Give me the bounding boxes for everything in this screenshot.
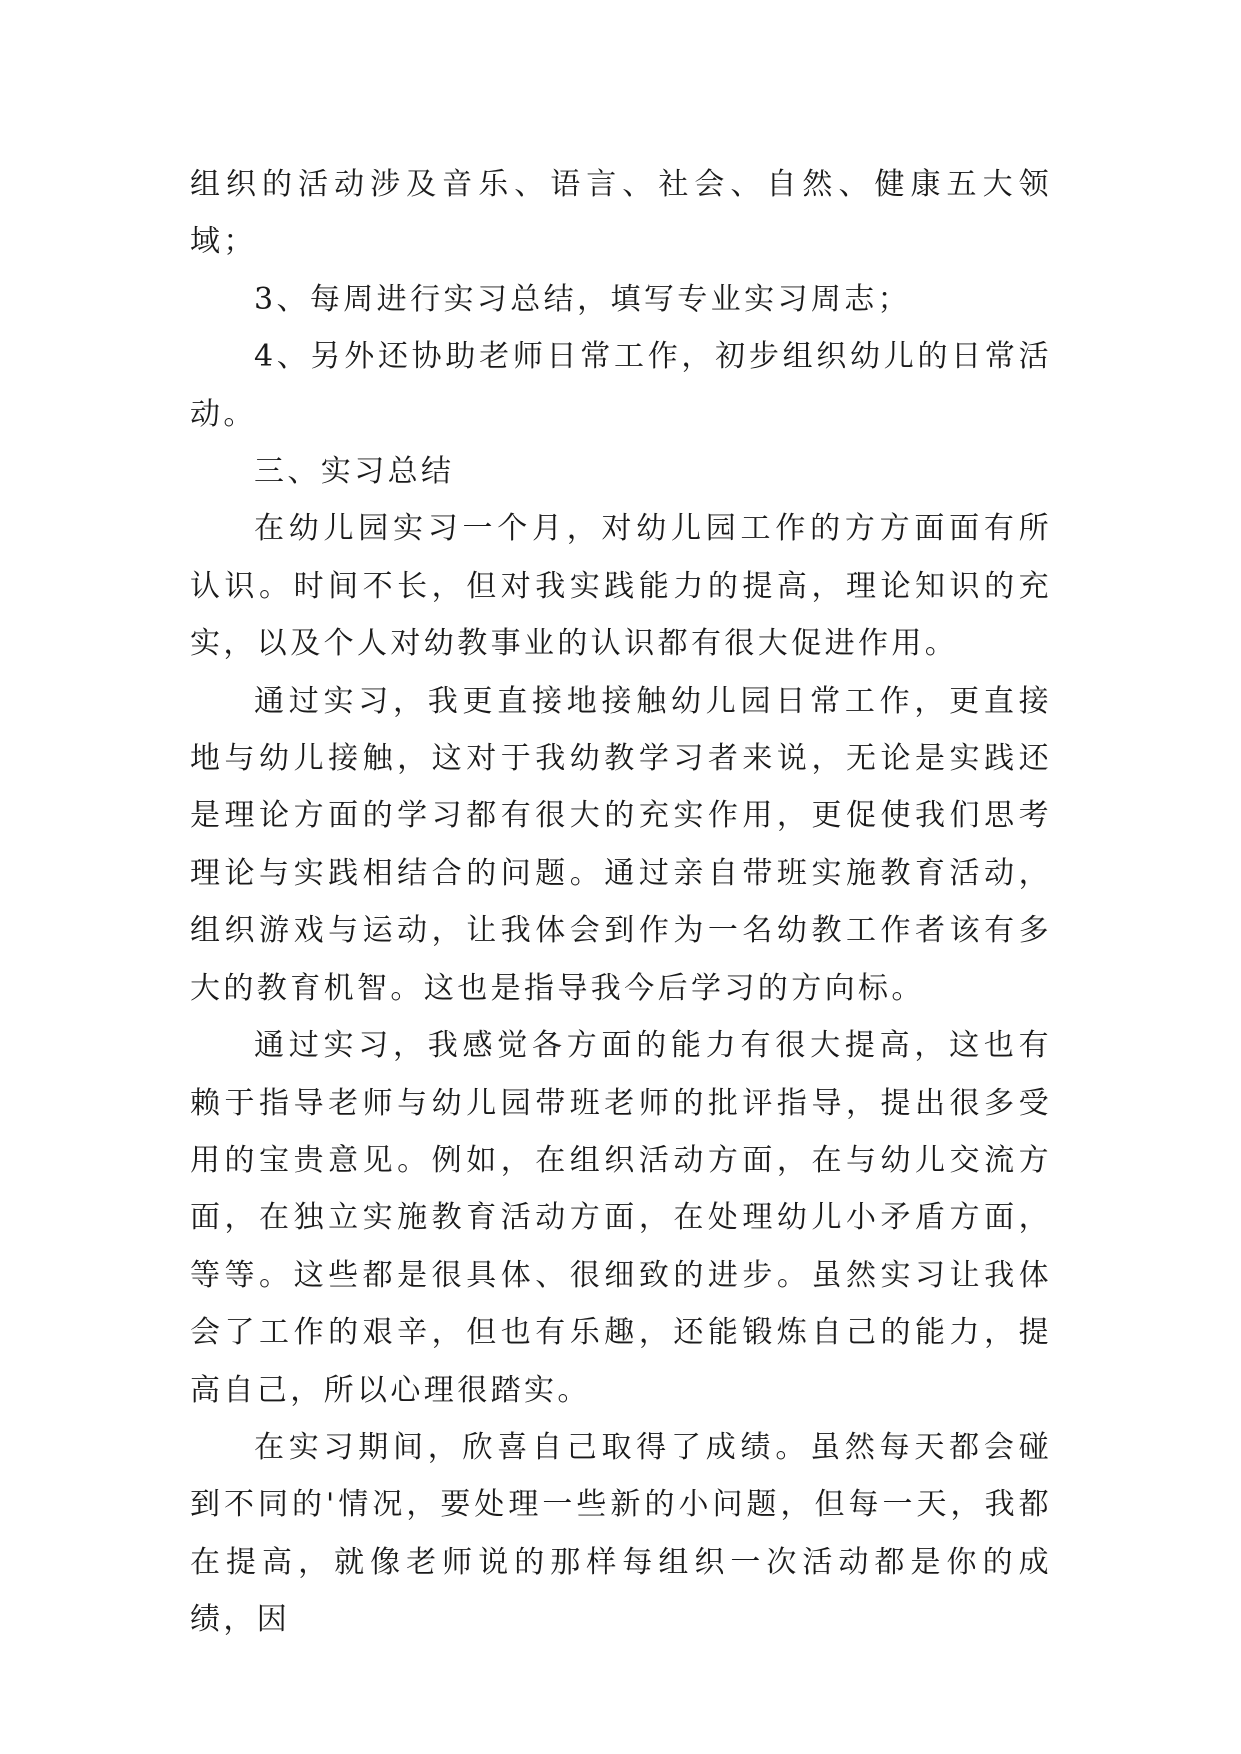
- paragraph-5: 在幼儿园实习一个月，对幼儿园工作的方方面面有所认识。时间不长，但对我实践能力的提高，理论知识的充实，以及个人对幼教事业的认识都有很大促进作用。: [190, 511, 1052, 662]
- paragraph-8: 在实习期间，欣喜自己取得了成绩。虽然每天都会碰到不同的'情况，要处理一些新的小问题，但每一天，我都在提高，就像老师说的那样每组织一次活动都是你的成绩，因: [190, 1429, 1052, 1638]
- paragraph-7: 通过实习，我感觉各方面的能力有很大提高，这也有赖于指导老师与幼儿园带班老师的批评指导，提出很多受用的宝贵意见。例如，在组织活动方面，在与幼儿交流方面，在独立实施教育活动方面，在处理幼儿小矛盾方面，等等。这些都是很具体、很细致的进步。虽然实习让我体会了工作的艰辛，但也有乐趣，还能锻炼自己的能力，提高自己，所以心理很踏实。: [190, 1028, 1052, 1408]
- paragraph-3: 4、另外还协助老师日常工作，初步组织幼儿的日常活动。: [190, 339, 1052, 432]
- section-heading: 三、实习总结: [254, 454, 455, 490]
- paragraph-2: 3、每周进行实习总结，填写专业实习周志；: [254, 281, 912, 317]
- paragraph-6: 通过实习，我更直接地接触幼儿园日常工作，更直接地与幼儿接触，这对于我幼教学习者来说，无论是实践还是理论方面的学习都有很大的充实作用，更促使我们思考理论与实践相结合的问题。通过亲自带班实施教育活动，组织游戏与运动，让我体会到作为一名幼教工作者该有多大的教育机智。这也是指导我今后学习的方向标。: [190, 683, 1052, 1006]
- document-body: [190, 156, 1052, 1649]
- paragraph-1: 组织的活动涉及音乐、语言、社会、自然、健康五大领域；: [190, 167, 1052, 260]
